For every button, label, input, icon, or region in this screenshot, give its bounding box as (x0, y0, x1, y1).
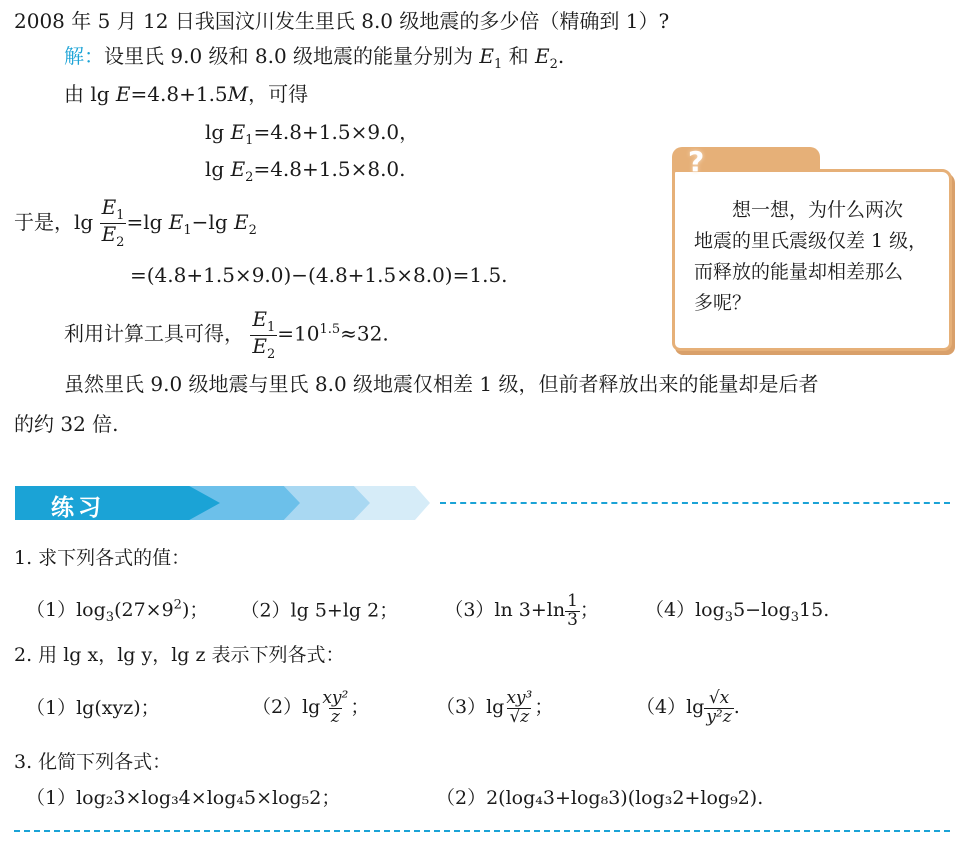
q2-p2-num: xy² (322, 687, 349, 708)
tool-den-e: E (252, 333, 267, 358)
eq1-e: E (230, 120, 246, 144)
think-line-1: 想一想，为什么两次 (732, 199, 904, 221)
bottom-dashed-line (14, 830, 950, 832)
q2-p2-a: （2）lg (252, 696, 321, 718)
solution-label: 解： (64, 44, 104, 68)
eq2-e: E (230, 157, 246, 181)
formula-line (64, 82, 308, 106)
tool-num-e: E (252, 307, 267, 332)
tool-fraction (250, 309, 277, 361)
q2-part-3 (436, 678, 553, 736)
q3-part-1: （1）log₂3×log₃4×log₄5×log₅2； (26, 787, 341, 809)
q1-p1-exp: 2 (173, 598, 182, 613)
q1-p4-base1: 3 (724, 610, 734, 626)
ratio-num-e: E (101, 195, 117, 220)
q1-part-3 (444, 590, 599, 630)
q1-p4-c: 15. (799, 599, 830, 622)
q1-parts (26, 584, 829, 640)
eq1-sub: 1 (245, 133, 254, 148)
q1-p1-a: （1）log (26, 599, 106, 622)
eq2-sub: 2 (245, 170, 254, 185)
eq1-line (205, 120, 419, 153)
q2-p3-a: （3）lg (436, 696, 505, 718)
q2-stem: 2. 用 lg x，lg y，lg z 表示下列各式： (14, 644, 345, 666)
q1-part-2: （2）lg 5+lg 2； (240, 599, 399, 622)
q2-part-2 (252, 678, 369, 736)
q2-part-4 (636, 678, 740, 736)
e2-symbol: E (535, 44, 550, 68)
eq2-line (205, 157, 406, 190)
think-text (694, 195, 944, 319)
q1-p3-frac (565, 590, 580, 630)
tool-num-sub: 1 (266, 320, 276, 336)
q1-p3-a: （3）ln 3+ln (444, 599, 566, 622)
q3-stem: 3. 化简下列各式： (14, 751, 172, 773)
from-prefix: 由 lg (64, 82, 116, 106)
from-suffix: ，可得 (248, 82, 309, 106)
tool-line (64, 300, 389, 364)
q1-p4-a: （4）log (645, 599, 725, 622)
solution-intro (64, 44, 564, 77)
thus-e1: E (168, 210, 184, 234)
problem-text: 2008 年 5 月 12 日我国汶川发生里氏 8.0 级地震的多少倍（精确到 1）? (14, 9, 670, 33)
intro-text: 设里氏 9.0 级和 8.0 级地震的能量分别为 (104, 44, 474, 68)
q1-part-4 (645, 599, 830, 626)
q2-p3-frac (504, 687, 534, 727)
thus-rhs-a: =lg (126, 210, 169, 234)
q1-p3-c: ； (579, 599, 599, 622)
e1-symbol: E (479, 44, 495, 68)
q1-part-1 (26, 598, 209, 626)
period: . (557, 44, 565, 68)
q1-p1-b: (27×9 (114, 599, 174, 622)
practice-banner (15, 486, 430, 520)
question-mark-icon: ? (688, 145, 705, 178)
q1-p4-base2: 3 (790, 610, 800, 626)
q2-p3-c: ； (534, 696, 554, 718)
and-text: 和 (508, 44, 529, 68)
thus-prefix: 于是，lg (14, 210, 94, 234)
from-formula: =4.8+1.5 (130, 82, 228, 106)
think-line-3: 而释放的能量却相差那么 (694, 261, 904, 283)
q1-p3-den: 3 (567, 609, 578, 630)
ratio-fraction (100, 197, 127, 249)
q2-p4-c: . (733, 696, 740, 718)
q2-p2-den: z (330, 706, 340, 727)
q2-p3-num: xy³ (506, 687, 533, 708)
e-symbol: E (115, 82, 131, 106)
practice-title: 练习 (51, 495, 105, 521)
m-symbol: M (227, 82, 249, 106)
q2-p2-frac (320, 687, 350, 727)
q2-p4-a: （4）lg (636, 696, 705, 718)
calc-line: =(4.8+1.5×9.0)−(4.8+1.5×8.0)=1.5. (130, 263, 508, 287)
q2-p2-c: ； (350, 696, 370, 718)
ratio-den (100, 223, 127, 250)
eq2-rhs: =4.8+1.5×8.0. (253, 157, 406, 181)
think-line-2: 地震的里氏震级仅差 1 级， (694, 230, 928, 252)
tool-exp: 1.5 (319, 322, 341, 337)
ratio-den-sub: 2 (116, 235, 125, 250)
banner-dashed-line (440, 502, 950, 504)
q1-p3-num: 1 (567, 590, 578, 611)
tool-approx: ≈32. (340, 321, 389, 346)
think-box (672, 147, 950, 352)
thus-e1-sub: 1 (183, 223, 192, 238)
q1-p1-c: )； (181, 599, 209, 622)
q2-part-1: （1）lg(xyz)； (26, 697, 160, 719)
banner-arrow-1 (15, 486, 220, 520)
conclusion-line-2: 的约 32 倍. (14, 412, 119, 436)
thus-e2: E (234, 210, 249, 234)
q1-stem: 1. 求下列各式的值： (14, 547, 191, 569)
thus-e2-sub: 2 (248, 223, 257, 238)
eq2-prefix: lg (205, 157, 231, 181)
q1-p4-b: 5−log (733, 599, 791, 622)
q3-part-2: （2）2(log₄3+log₈3)(log₃2+log₉2). (436, 787, 764, 809)
think-line-4: 多呢？ (694, 292, 752, 314)
ratio-den-e: E (101, 222, 117, 246)
ratio-num (100, 197, 127, 223)
conclusion-line-1: 虽然里氏 9.0 级地震与里氏 8.0 级地震仅相差 1 级，但前者释放出来的能量却是后者 (64, 372, 819, 396)
q2-p3-den: √z (509, 706, 530, 727)
tool-num (250, 309, 277, 335)
ratio-num-sub: 1 (116, 208, 125, 224)
e2-sub: 2 (549, 57, 558, 72)
e1-sub: 1 (494, 57, 503, 72)
q2-p4-frac (704, 687, 733, 727)
thus-line (14, 197, 257, 256)
tool-text: 利用计算工具可得， (64, 321, 244, 346)
tool-den (250, 335, 277, 362)
tool-den-sub: 2 (266, 346, 276, 362)
thus-rhs-b: −lg (191, 210, 234, 234)
q2-p4-num: √x (708, 687, 730, 708)
eq1-rhs: =4.8+1.5×9.0， (253, 120, 420, 144)
tool-rhs: =10 (277, 321, 320, 346)
eq1-prefix: lg (205, 120, 231, 144)
q1-p1-base: 3 (105, 610, 115, 626)
q2-p4-den: y²z (706, 706, 732, 727)
